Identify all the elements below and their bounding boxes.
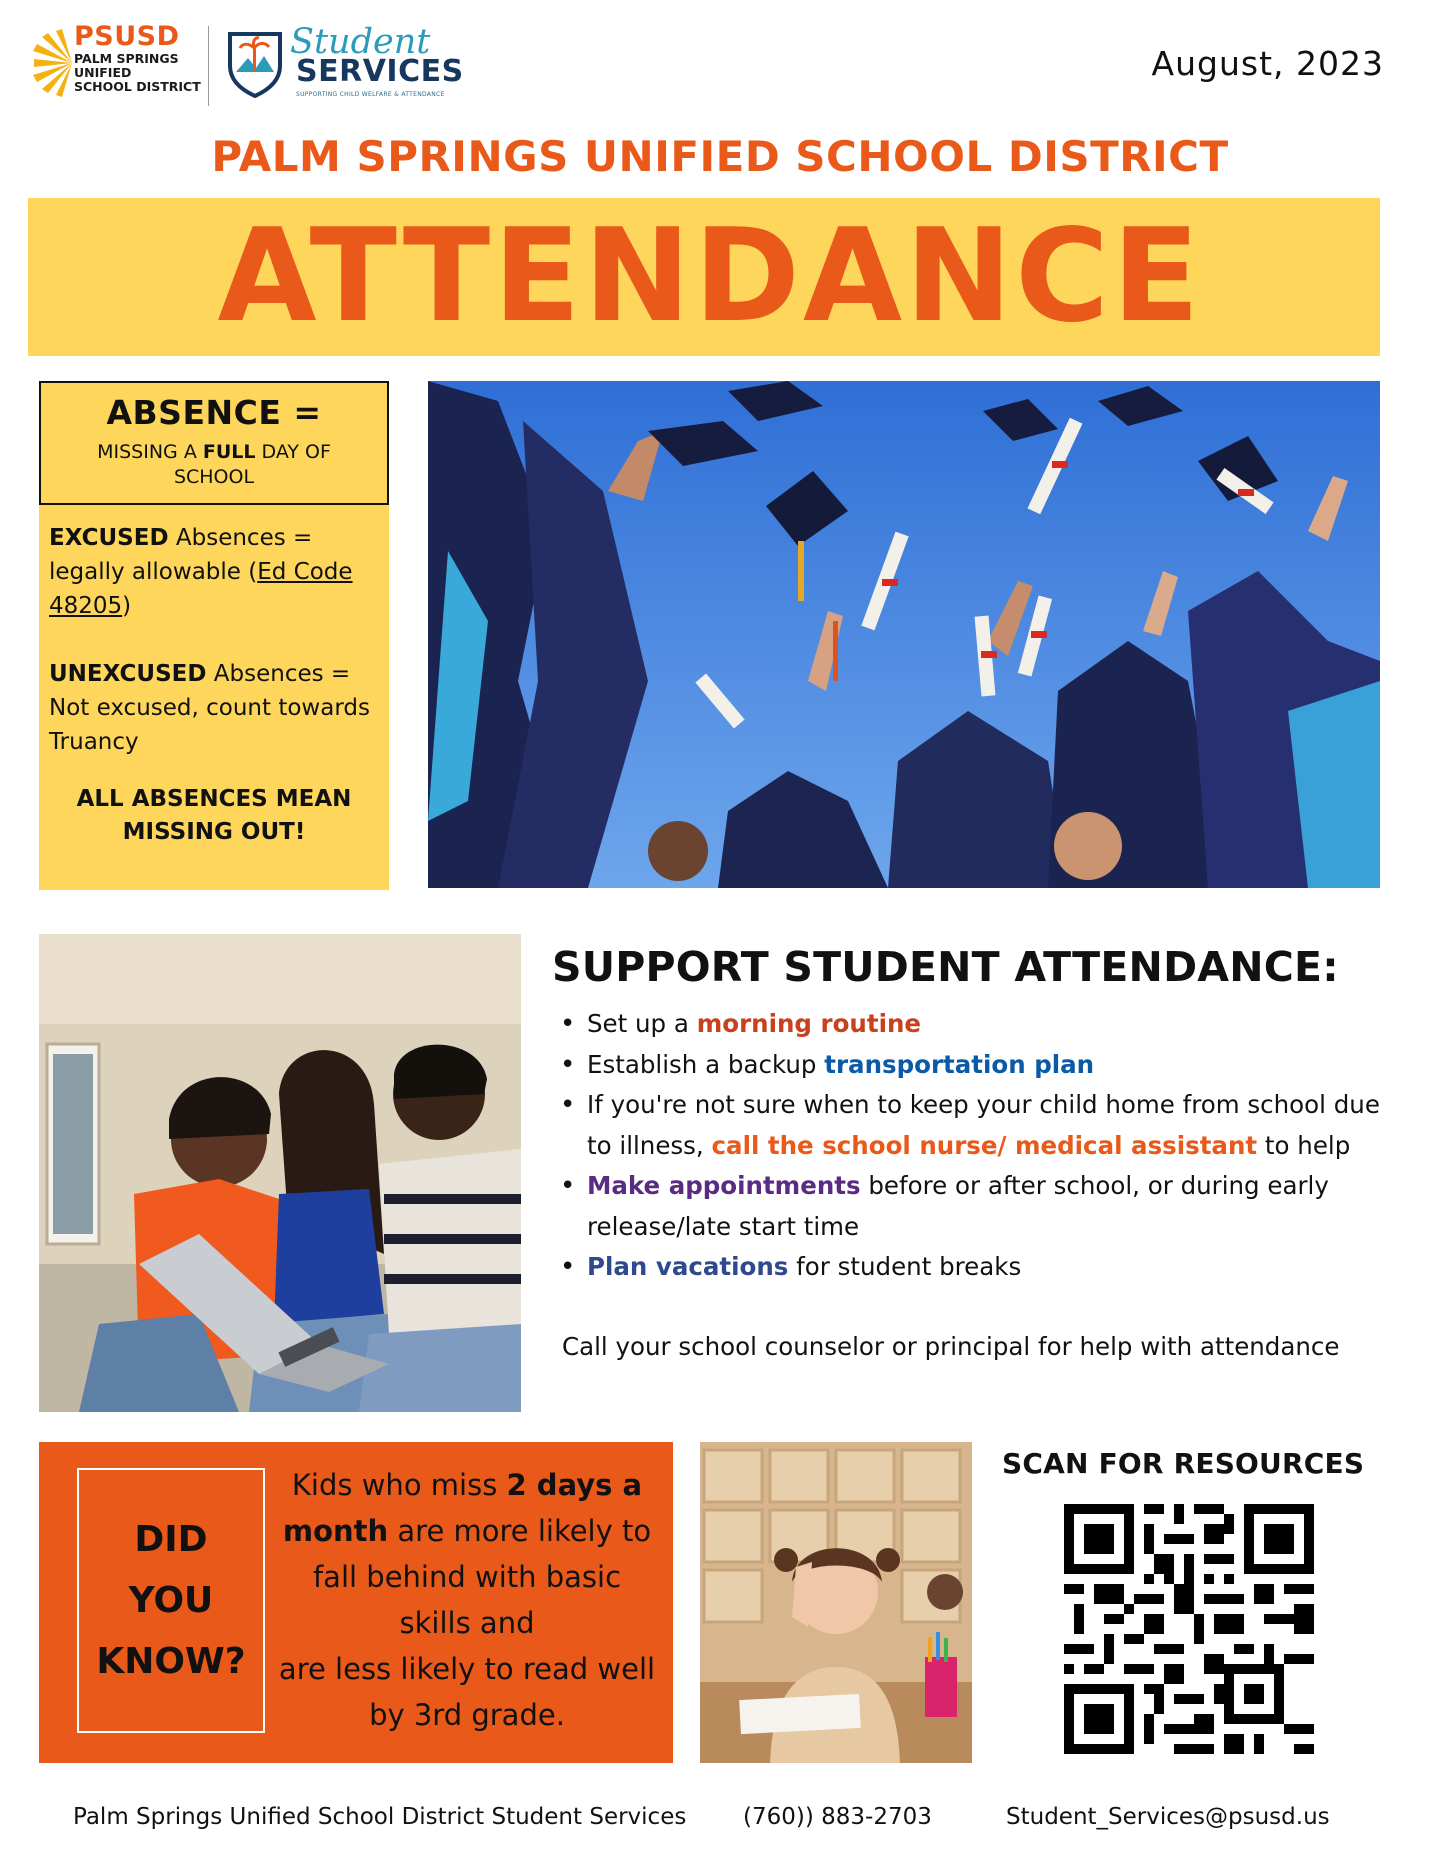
list-item: • Plan vacations for student breaks xyxy=(560,1247,1400,1288)
support-title: SUPPORT STUDENT ATTENDANCE: xyxy=(552,943,1339,991)
student-services-logo xyxy=(224,22,464,104)
scan-label: SCAN FOR RESOURCES xyxy=(1002,1447,1365,1480)
ss-student-word: Student xyxy=(290,22,431,62)
ss-tagline: SUPPORTING CHILD WELFARE & ATTENDANCE xyxy=(296,91,445,98)
psusd-name-line: SCHOOL DISTRICT xyxy=(74,79,201,94)
did-you-know-title: DID YOU KNOW? xyxy=(96,1519,246,1682)
missing-out-callout: ALL ABSENCES MEAN MISSING OUT! xyxy=(76,786,352,845)
list-item: • Set up a morning routine xyxy=(560,1004,1400,1045)
logo-divider xyxy=(208,26,209,106)
psusd-name-line: PALM SPRINGS xyxy=(74,51,179,66)
did-you-know-text: Kids who miss 2 days a month are more likely to fall behind with basic skills and are less likely to read well by 3rd grade. xyxy=(278,1468,656,1732)
district-title: PALM SPRINGS UNIFIED SCHOOL DISTRICT xyxy=(211,132,1229,181)
classroom-girl-photo xyxy=(700,1442,972,1763)
psusd-name-line: UNIFIED xyxy=(74,65,132,80)
footer-phone: (760)) 883-2703 xyxy=(743,1804,932,1830)
shield-palm-icon xyxy=(226,28,284,98)
ed-code-link[interactable]: Ed Code 48205 xyxy=(49,559,353,619)
absence-panel xyxy=(39,381,389,890)
ss-services-word: SERVICES xyxy=(296,54,464,89)
did-you-know-frame xyxy=(77,1468,265,1733)
qr-code[interactable] xyxy=(1064,1504,1314,1754)
banner-title: ATTENDANCE xyxy=(217,202,1203,351)
did-you-know-panel xyxy=(39,1442,673,1763)
psusd-abbreviation: PSUSD xyxy=(74,21,180,52)
absence-title: ABSENCE = xyxy=(106,393,322,432)
psusd-logo xyxy=(28,22,213,104)
absence-types xyxy=(49,521,384,793)
unexcused-definition: UNEXCUSED Absences = Not excused, count towards Truancy xyxy=(49,661,370,755)
attendance-banner xyxy=(28,198,1380,356)
graduation-photo xyxy=(428,381,1380,888)
sun-icon xyxy=(28,28,72,98)
list-item: • Establish a backup transportation plan xyxy=(560,1045,1400,1086)
support-list xyxy=(560,1004,1400,1288)
counselor-note: Call your school counselor or principal for help with attendance xyxy=(562,1332,1340,1361)
footer-organization: Palm Springs Unified School District Student Services xyxy=(73,1804,687,1830)
list-item: • If you're not sure when to keep your child home from school due to illness, call the school nurse/ medical assistant to help xyxy=(560,1085,1400,1166)
absence-definition: MISSING A FULL DAY OF SCHOOL xyxy=(97,441,331,488)
students-laptop-photo xyxy=(39,934,521,1412)
absence-definition-box xyxy=(39,381,389,505)
date: August, 2023 xyxy=(1151,44,1384,83)
list-item: • Make appointments before or after school, or during early release/late start time xyxy=(560,1166,1400,1247)
footer-email[interactable]: Student_Services@psusd.us xyxy=(1006,1804,1330,1830)
excused-definition: EXCUSED Absences = legally allowable (Ed Code 48205) xyxy=(49,525,353,619)
